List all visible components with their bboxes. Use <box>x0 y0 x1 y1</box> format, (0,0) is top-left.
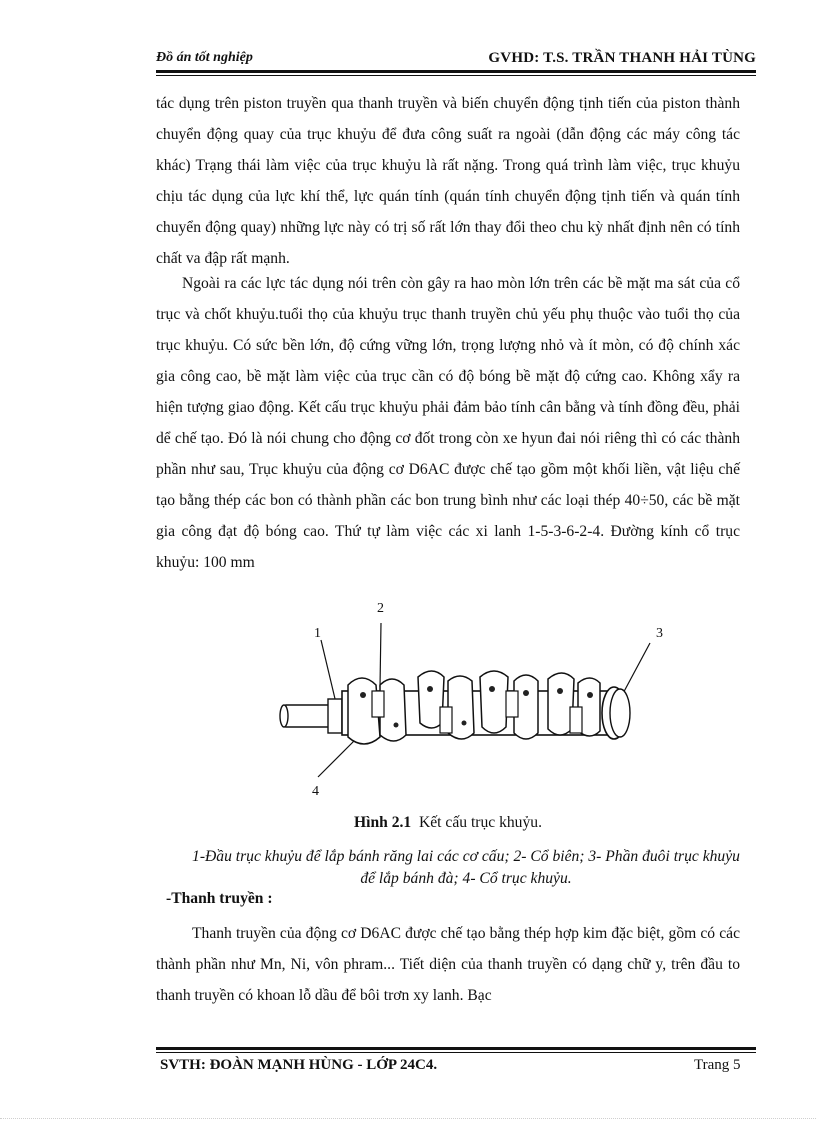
figure-caption-title <box>156 814 740 832</box>
header-document-type: Đồ án tốt nghiệp <box>156 50 253 65</box>
header-rule-thin <box>156 75 756 76</box>
section-paragraph: Thanh truyền của động cơ D6AC được chế tạo bằng thép hợp kim đặc biệt, gồm có các thành phần như Mn, Ni, vôn phram... Tiết diện của thanh truyền có dạng chữ y, trên đầu to thanh truyền có khoan lỗ dầu để bôi trơn xy lanh. Bạc <box>156 925 740 1004</box>
footer-rule-thin <box>156 1052 756 1053</box>
figure-caption-description: 1-Đầu trục khuỷu để lắp bánh răng lai các cơ cấu; 2- Cổ biên; 3- Phần đuôi trục khuỷu để lắp bánh đà; 4- Cổ trục khuỷu. <box>192 848 740 887</box>
footer-rule <box>156 1047 756 1050</box>
footer-student: SVTH: ĐOÀN MẠNH HÙNG - LỚP 24C4. <box>160 1057 438 1073</box>
figure-label-2: 2 <box>377 601 384 616</box>
figure-label-1: 1 <box>314 626 321 641</box>
body-paragraph-2: Ngoài ra các lực tác dụng nói trên còn gây ra hao mòn lớn trên các bề mặt ma sát của cổ trục và chốt khuỷu.tuổi thọ của khuỷu trục thanh truyền chủ yếu phụ thuộc vào tuổi thọ của trục khuỷu. Có sức bền lớn, độ cứng vững lớn, trọng lượng nhỏ và ít mòn, có độ chính xác gia công cao, bề mặt làm việc của trục cần có độ bóng bề mặt độ cứng cao. Không xẩy ra hiện tượng giao động. Kết cấu trục khuỷu phải đảm bảo tính cân bằng và tính đồng đều, phải dể chế tạo. Đó là nói chung cho động cơ đốt trong còn xe hyun đai nói riêng thì có các thành phần như sau, Trục khuỷu của động cơ D6AC được chế tạo gồm một khối liền, vật liệu chế tạo bằng thép các bon có thành phần các bon trung bình như các loại thép 40÷50, các bề mặt gia công đạt độ bóng cao. Thứ tự làm việc các xi lanh 1-5-3-6-2-4. Đường kính cổ trục khuỷu: 100 mm <box>156 275 740 571</box>
figure-label-3: 3 <box>656 626 663 641</box>
header-supervisor: GVHD: T.S. TRẦN THANH HẢI TÙNG <box>488 50 756 66</box>
figure-number: Hình 2.1 <box>354 814 412 831</box>
figure-label-4: 4 <box>312 784 319 799</box>
crankshaft-figure <box>268 595 688 805</box>
figure-title: Kết cấu trục khuỷu. <box>419 814 542 831</box>
section-heading: -Thanh truyền : <box>166 890 273 907</box>
header-rule <box>156 70 756 73</box>
page-header <box>156 48 756 70</box>
body-paragraph-1: tác dụng trên piston truyền qua thanh truyền và biến chuyển động tịnh tiến của piston thành chuyển động quay của trục khuỷu để đưa công suất ra ngoài (dẫn động các máy công tác khác) Trạng thái làm việc của trục khuỷu là rất nặng. Trong quá trình làm việc, trục khuỷu chịu tác dụng của lực khí thể, lực quán tính (quán tính chuyển động tịnh tiến và quán tính chuyển động quay) những lực này có trị số rất lớn thay đổi theo chu kỳ nhất định nên có tính chất va đập rất mạnh. <box>156 95 740 267</box>
page-bottom-border <box>0 1118 816 1119</box>
page-number: Trang 5 <box>694 1057 741 1073</box>
